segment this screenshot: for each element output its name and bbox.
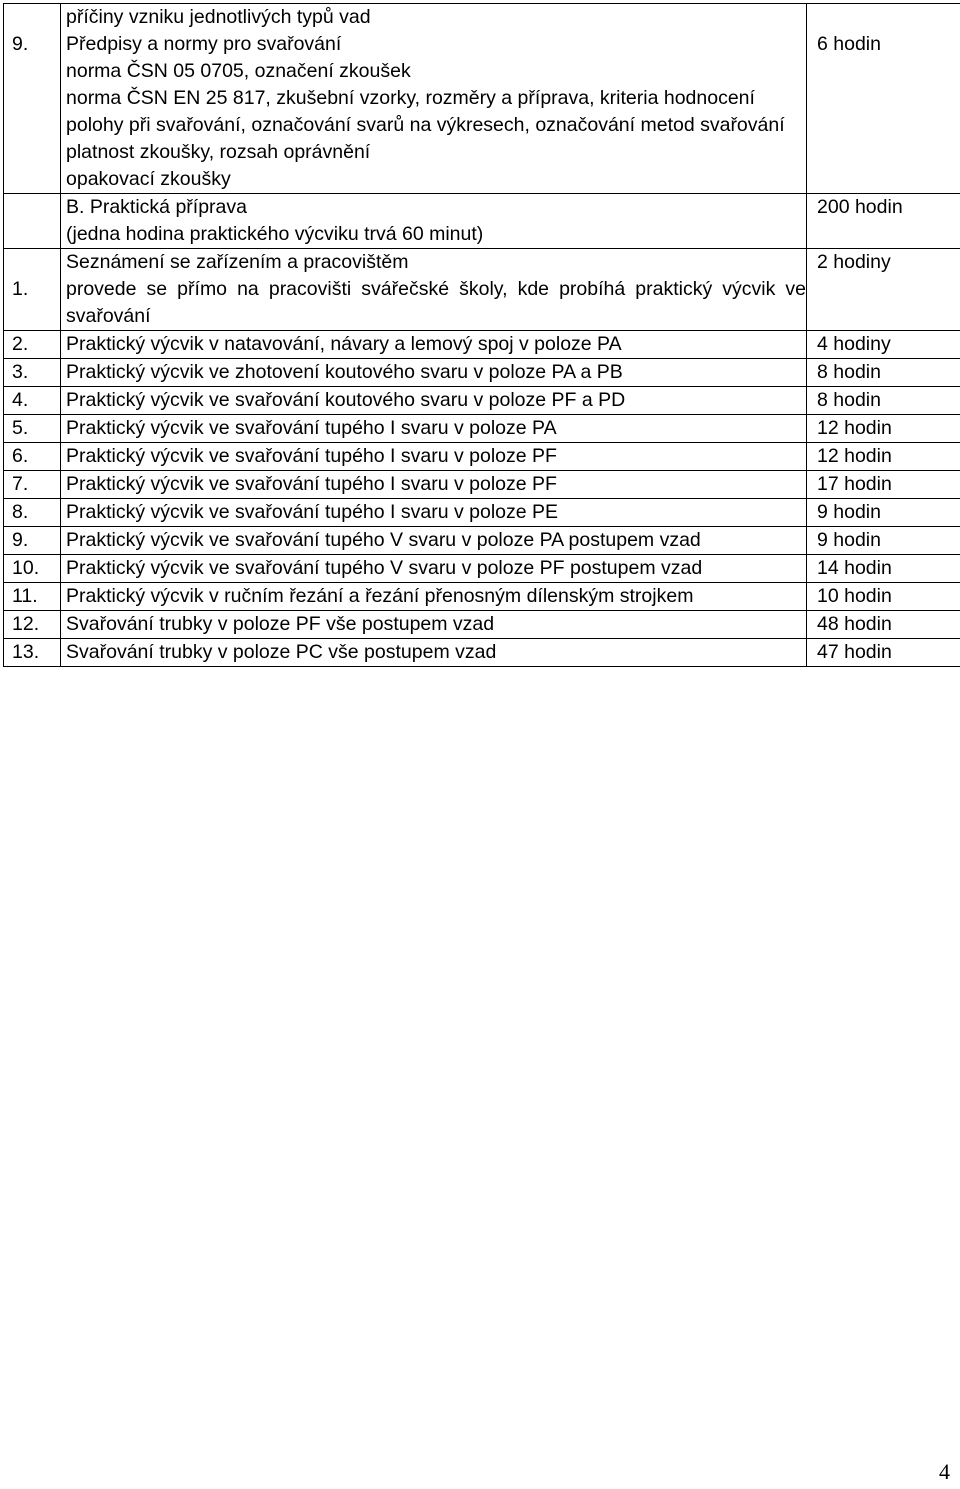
theory-item-hours: 6 hodin — [817, 33, 881, 55]
row-hours-cell: 10 hodin — [807, 583, 960, 611]
table-row — [4, 471, 960, 499]
theory-item-text-cell — [61, 4, 807, 194]
page-number: 4 — [939, 1459, 950, 1484]
practical-section-row — [4, 194, 960, 249]
row-text-cell: Praktický výcvik ve svařování tupého V svaru v poloze PA postupem vzad — [61, 527, 807, 555]
curriculum-table — [3, 3, 960, 667]
carry-over-line: příčiny vzniku jednotlivých typů vad — [66, 6, 371, 28]
row-number-cell: 12. — [4, 611, 61, 639]
row-text-cell: Praktický výcvik v ručním řezání a řezání přenosným dílenským strojkem — [61, 583, 807, 611]
row-number-cell: 8. — [4, 499, 61, 527]
table-row — [4, 611, 960, 639]
row-hours-cell: 4 hodiny — [807, 331, 960, 359]
table-row — [4, 499, 960, 527]
row-text-cell: Svařování trubky v poloze PC vše postupem vzad — [61, 639, 807, 667]
row-hours-cell: 17 hodin — [807, 471, 960, 499]
row-number-cell: 7. — [4, 471, 61, 499]
row-hours-cell: 9 hodin — [807, 527, 960, 555]
practical-section-hours-cell — [807, 194, 960, 249]
row-text-cell: Praktický výcvik ve svařování tupého I svaru v poloze PE — [61, 499, 807, 527]
row-hours-cell: 47 hodin — [807, 639, 960, 667]
row-text-cell: Praktický výcvik ve svařování tupého I svaru v poloze PF — [61, 443, 807, 471]
table-row — [4, 415, 960, 443]
row-hours-cell — [807, 249, 960, 331]
table-row — [4, 331, 960, 359]
table-row — [4, 555, 960, 583]
row-hours-cell: 8 hodin — [807, 387, 960, 415]
row-text-cell: Praktický výcvik ve svařování tupého I svaru v poloze PF — [61, 471, 807, 499]
row-hours-cell: 12 hodin — [807, 443, 960, 471]
row-hours-cell: 9 hodin — [807, 499, 960, 527]
row-number: 1. — [12, 278, 29, 300]
theory-item-number: 9. — [12, 33, 29, 55]
row-text-cell: Praktický výcvik ve svařování tupého I svaru v poloze PA — [61, 415, 807, 443]
table-row — [4, 359, 960, 387]
row-text-cell: Praktický výcvik ve zhotovení koutového svaru v poloze PA a PB — [61, 359, 807, 387]
row-text-cell: Praktický výcvik ve svařování tupého V svaru v poloze PF postupem vzad — [61, 555, 807, 583]
row-text-cell — [61, 249, 807, 331]
theory-line: norma ČSN 05 0705, označení zkoušek — [66, 60, 411, 82]
row-text-cell: Praktický výcvik ve svařování koutového svaru v poloze PF a PD — [61, 387, 807, 415]
theory-item-row — [4, 4, 960, 194]
practical-section-hours: 200 hodin — [817, 196, 903, 218]
row-text-cell: Svařování trubky v poloze PF vše postupem vzad — [61, 611, 807, 639]
table-row — [4, 583, 960, 611]
row-hours-cell: 12 hodin — [807, 415, 960, 443]
row-number-cell: 4. — [4, 387, 61, 415]
table-row — [4, 387, 960, 415]
table-row — [4, 527, 960, 555]
theory-line: platnost zkoušky, rozsah oprávnění — [66, 141, 371, 163]
theory-line: Předpisy a normy pro svařování — [66, 33, 342, 55]
row-number-cell: 2. — [4, 331, 61, 359]
row-number-cell — [4, 249, 61, 331]
table-row — [4, 443, 960, 471]
row-text-cell: Praktický výcvik v natavování, návary a lemový spoj v poloze PA — [61, 331, 807, 359]
row-number-cell: 3. — [4, 359, 61, 387]
theory-line: polohy při svařování, označování svarů na výkresech, označování metod svařování — [66, 114, 785, 136]
row-hours-cell: 8 hodin — [807, 359, 960, 387]
row-description-line: provede se přímo na pracovišti svářečské školy, kde probíhá praktický výcvik ve — [66, 278, 806, 300]
row-number-cell: 6. — [4, 443, 61, 471]
practical-section-text-cell — [61, 194, 807, 249]
table-row — [4, 249, 960, 331]
row-hours: 2 hodiny — [817, 251, 891, 273]
row-number-cell: 5. — [4, 415, 61, 443]
practical-section-number-cell — [4, 194, 61, 249]
row-number-cell: 9. — [4, 527, 61, 555]
theory-line: norma ČSN EN 25 817, zkušební vzorky, rozměry a příprava, kriteria hodnocení — [66, 87, 755, 109]
table-row — [4, 639, 960, 667]
row-number-cell: 11. — [4, 583, 61, 611]
row-hours-cell: 14 hodin — [807, 555, 960, 583]
row-title: Seznámení se zařízením a pracovištěm — [66, 251, 409, 273]
row-hours-cell: 48 hodin — [807, 611, 960, 639]
practical-section-title: B. Praktická příprava — [66, 196, 247, 218]
row-description-line: svařování — [66, 305, 151, 327]
practical-section-note: (jedna hodina praktického výcviku trvá 60 minut) — [66, 223, 484, 245]
row-number-cell: 10. — [4, 555, 61, 583]
theory-item-hours-cell — [807, 4, 960, 194]
theory-line: opakovací zkoušky — [66, 168, 231, 190]
theory-item-number-cell — [4, 4, 61, 194]
row-number-cell: 13. — [4, 639, 61, 667]
